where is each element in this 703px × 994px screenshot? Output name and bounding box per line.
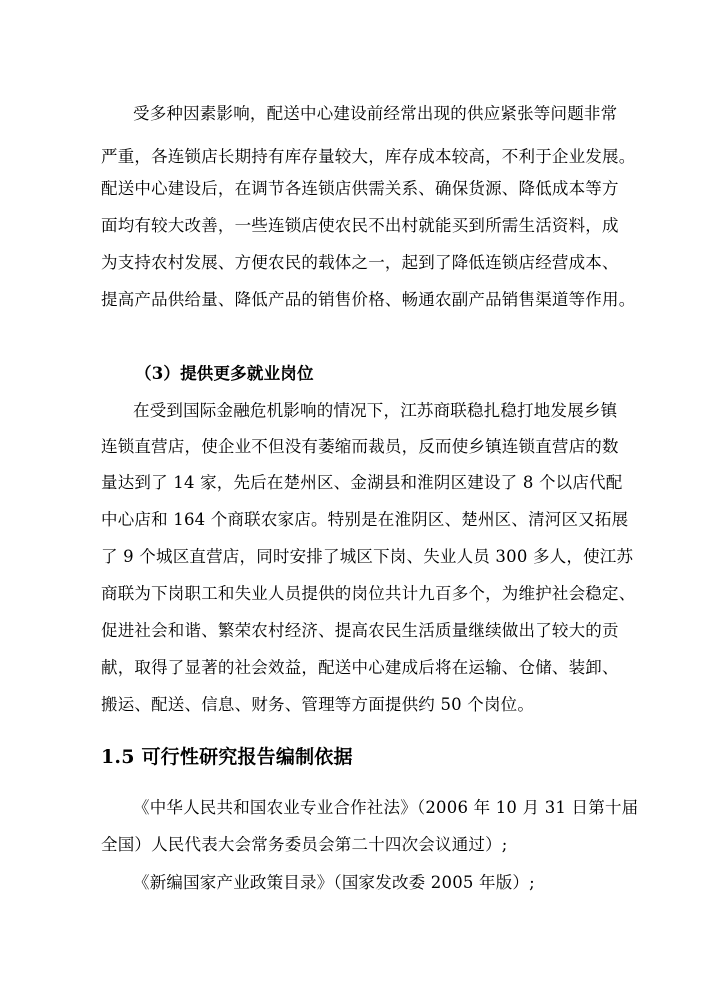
paragraph-line: 了 9 个城区直营店，同时安排了城区下岗、失业人员 300 多人，使江苏: [101, 547, 634, 566]
paragraph-line: 量达到了 14 家，先后在楚州区、金湖县和淮阴区建设了 8 个以店代配: [101, 473, 623, 492]
section-heading: 1.5 可行性研究报告编制依据: [101, 746, 353, 768]
paragraph-line: 在受到国际金融危机影响的情况下，江苏商联稳扎稳打地发展乡镇: [133, 401, 618, 420]
paragraph-line: 严重，各连锁店长期持有库存量较大，库存成本较高，不利于企业发展。: [101, 147, 636, 166]
reference-line: 《新编国家产业政策目录》（国家发改委 2005 年版）;: [133, 873, 535, 892]
paragraph-line: 配送中心建设后，在调节各连锁店供需关系、确保货源、降低成本等方: [101, 179, 619, 198]
paragraph-line: 献，取得了显著的社会效益，配送中心建成后将在运输、仓储、装卸、: [101, 658, 619, 677]
paragraph-line: 为支持农村发展、方便农民的载体之一，起到了降低连锁店经营成本、: [101, 253, 619, 272]
subsection-heading: （3）提供更多就业岗位: [135, 364, 314, 383]
paragraph-line: 中心店和 164 个商联农家店。特别是在淮阴区、楚州区、清河区又拓展: [101, 510, 629, 529]
paragraph-line: 搬运、配送、信息、财务、管理等方面提供约 50 个岗位。: [101, 695, 535, 714]
reference-line: 《中华人民共和国农业专业合作社法》（2006 年 10 月 31 日第十届: [133, 798, 639, 817]
paragraph-line: 提高产品供给量、降低产品的销售价格、畅通农副产品销售渠道等作用。: [101, 290, 636, 309]
paragraph-line: 连锁直营店，使企业不但没有萎缩而裁员，反而使乡镇连锁直营店的数: [101, 437, 619, 456]
paragraph-line: 受多种因素影响，配送中心建设前经常出现的供应紧张等问题非常: [133, 104, 618, 123]
reference-line: 全国）人民代表大会常务委员会第二十四次会议通过）;: [101, 835, 508, 854]
paragraph-line: 商联为下岗职工和失业人员提供的岗位共计九百多个，为维护社会稳定、: [101, 584, 636, 603]
paragraph-line: 促进社会和谐、繁荣农村经济、提高农民生活质量继续做出了较大的贡: [101, 621, 619, 640]
paragraph-line: 面均有较大改善，一些连锁店使农民不出村就能买到所需生活资料，成: [101, 216, 619, 235]
